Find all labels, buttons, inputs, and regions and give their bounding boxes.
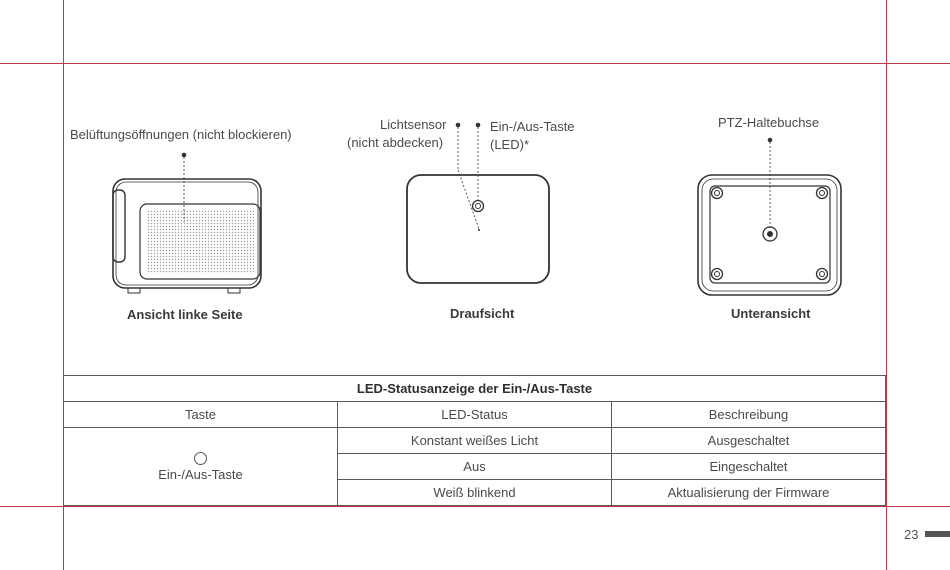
table-row-description: Eingeschaltet [611,453,886,480]
light-sensor-label: Lichtsensor [380,117,447,132]
guide-line-bottom [0,506,950,507]
left-view-caption: Ansicht linke Seite [127,307,243,322]
table-row-description: Ausgeschaltet [611,427,886,454]
table-header-button: Taste [63,401,338,428]
table-title: LED-Statusanzeige der Ein-/Aus-Taste [63,375,886,402]
power-button-icon [194,452,207,465]
bottom-view-caption: Unteransicht [731,306,811,321]
page-number-bar [925,531,950,537]
top-view-caption: Draufsicht [450,306,515,321]
bottom-view-drawing [698,175,841,295]
table-header-status: LED-Status [337,401,612,428]
table-button-cell [63,427,338,506]
led-status-table [63,375,886,506]
light-sensor-note: (nicht abdecken) [347,135,444,150]
power-button-label: Ein-/Aus-Taste [490,119,575,134]
table-row-status: Konstant weißes Licht [337,427,612,454]
vent-callout-dot [182,153,187,158]
vent-callout-label: Belüftungsöffnungen (nicht blockieren) [70,127,292,142]
vent-grille [146,209,254,274]
tripod-socket-label: PTZ-Haltebuchse [718,115,820,130]
table-button-label: Ein-/Aus-Taste [158,466,243,482]
page-number: 23 [904,527,919,542]
table-header-description: Beschreibung [611,401,886,428]
table-row-description: Aktualisierung der Firmware [611,479,886,506]
tripod-callout-dot [768,138,773,143]
power-button-note: (LED)* [490,137,530,152]
table-row-status: Weiß blinkend [337,479,612,506]
light-sensor-callout-dot [456,123,461,128]
table-row-status: Aus [337,453,612,480]
power-button-callout-dot [476,123,481,128]
light-sensor-callout-line-b [458,170,479,229]
